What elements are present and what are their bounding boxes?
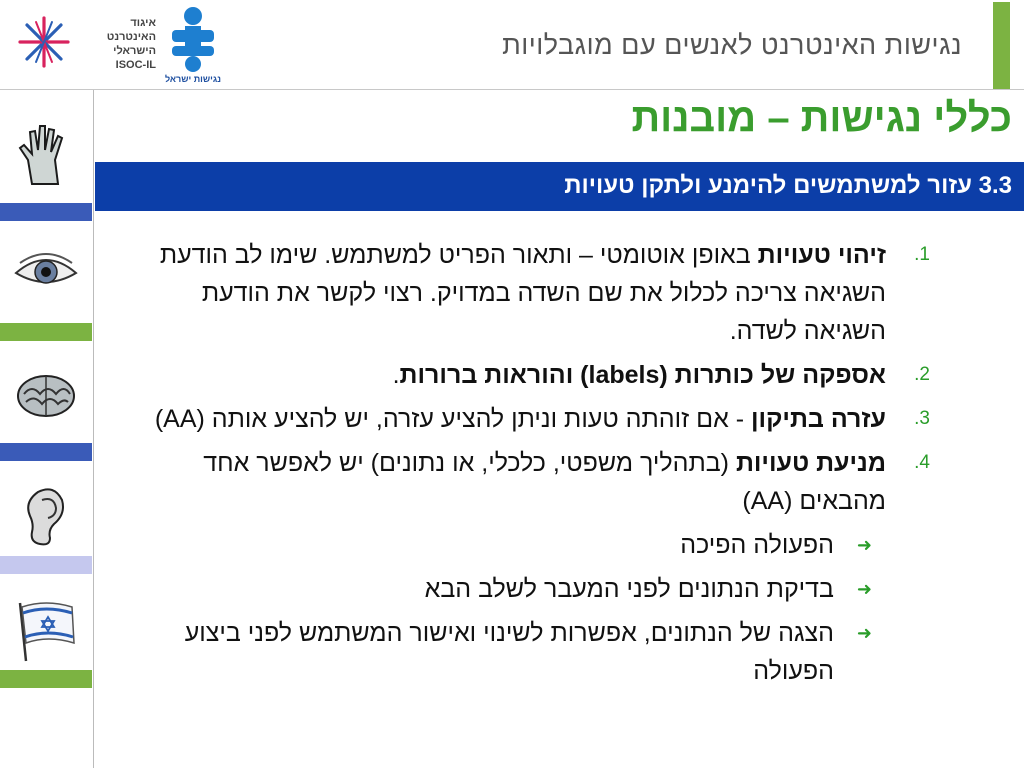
- header-divider: [0, 89, 1024, 90]
- ear-icon: [10, 480, 82, 552]
- list-item: [140, 356, 960, 394]
- sidebar-stripe: [0, 203, 92, 221]
- item-text: באופן אוטומטי – ותאור הפריט למשתמש. שימו לב הודעת השגיאה צריכה לכלול את שם השדה במדויק. רצוי לקשר את הודעת השגיאה לשדה.: [159, 241, 886, 345]
- bullet-arrow-icon: ➜: [856, 535, 872, 555]
- slide-title: כללי נגישות – מובנות: [631, 96, 1012, 140]
- item-heading: מניעת טעויות: [735, 449, 886, 477]
- sub-list-item: [140, 614, 960, 690]
- item-text: - אם זוהתה טעות וניתן להציע עזרה, יש להציע אותה (AA): [154, 405, 751, 433]
- isoc-line: ISOC-IL: [115, 59, 156, 71]
- sub-item-text: בדיקת הנתונים לפני המעבר לשלב הבא: [424, 575, 834, 603]
- sidebar: [0, 90, 94, 768]
- accessibility-logo-icon: [158, 4, 228, 74]
- item-heading: עזרה בתיקון: [750, 405, 886, 433]
- sidebar-stripe: [0, 323, 92, 341]
- section-header-bar: [95, 162, 1024, 211]
- isoc-line: הישראלי: [113, 45, 156, 57]
- sub-list-item: [140, 570, 960, 608]
- eye-icon: [10, 235, 82, 307]
- header: [0, 0, 1024, 90]
- item-number: 3.: [914, 408, 930, 429]
- content-list: [140, 236, 960, 696]
- isoc-logo-icon: [16, 12, 72, 72]
- item-heading: אספקה של כותרות (labels) והוראות ברורות: [399, 361, 886, 389]
- item-number: 1.: [914, 244, 930, 265]
- access-logo-label: נגישות ישראל: [164, 74, 222, 84]
- bullet-arrow-icon: ➜: [856, 623, 872, 643]
- hand-icon: [10, 120, 82, 192]
- item-text: .: [392, 361, 400, 389]
- brain-icon: [10, 358, 82, 430]
- header-accent-bar: [993, 2, 1010, 90]
- item-heading: זיהוי טעויות: [757, 241, 886, 269]
- item-number: 2.: [914, 364, 930, 385]
- item-text: (בתהליך משפטי, כלכלי, או נתונים) יש לאפשר אחד מהבאים (AA): [203, 449, 886, 515]
- isoc-line: איגוד: [130, 17, 156, 29]
- list-item: [140, 400, 960, 438]
- isoc-line: האינטרנט: [106, 31, 156, 43]
- item-number: 4.: [914, 452, 930, 473]
- section-title: 3.3 עזור למשתמשים להימנע ולתקן טעויות: [564, 172, 1012, 199]
- access-israel-logo: [158, 4, 228, 88]
- list-item: [140, 236, 960, 350]
- isoc-logo-text: [78, 16, 156, 72]
- sub-list-item: [140, 526, 960, 564]
- header-title: נגישות האינטרנט לאנשים עם מוגבלויות: [502, 30, 962, 60]
- bullet-arrow-icon: ➜: [856, 579, 872, 599]
- isoc-logo: [16, 12, 156, 80]
- sub-item-text: הצגה של הנתונים, אפשרות לשינוי ואישור המשתמש לפני ביצוע הפעולה: [184, 619, 834, 685]
- sidebar-stripe: [0, 443, 92, 461]
- flag-icon: [10, 595, 82, 667]
- sidebar-stripe: [0, 556, 92, 574]
- sub-item-text: הפעולה הפיכה: [680, 531, 834, 559]
- list-item: [140, 444, 960, 520]
- sidebar-stripe: [0, 670, 92, 688]
